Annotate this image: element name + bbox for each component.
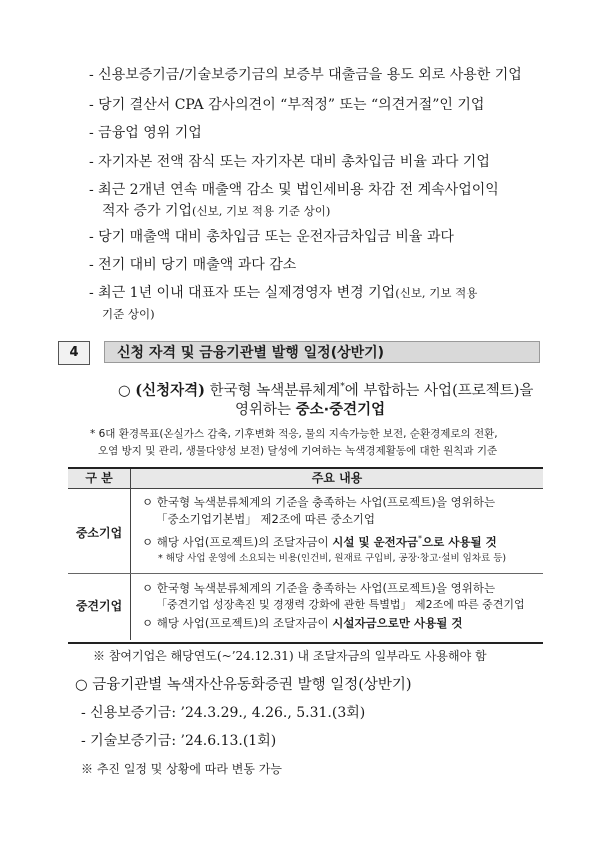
bullet-8 (89, 284, 477, 302)
bullet-5-note: (신보, 기보 적용 기준 상이) (192, 204, 331, 218)
bullet-5-cont (102, 202, 330, 220)
bullet-5: - 최근 2개년 연속 매출액 감소 및 법인세비용 차감 전 계속사업이익 (89, 182, 499, 198)
section-title: 신청 자격 및 금융기관별 발행 일정(상반기) (104, 341, 540, 363)
midsize-line3-b: 시설자금으로만 사용될 것 (332, 616, 463, 630)
sme-line3 (142, 531, 497, 550)
eligibility-line2 (235, 401, 385, 419)
eligibility-bold: 중소·중견기업 (295, 402, 386, 418)
eligibility-sup: * (340, 382, 345, 392)
eligibility-text2: 에 부합하는 사업(프로젝트)을 (344, 382, 534, 399)
bullet-8-cont: 기준 상이) (102, 307, 155, 321)
row-label-midsize: 중견기업 (75, 599, 123, 613)
table-header-category: 구 분 (85, 471, 113, 485)
sme-line3-a: ㅇ 해당 사업(프로젝트)의 조달자금이 (142, 534, 333, 549)
bullet-7: - 전기 대비 당기 매출액 과다 감소 (89, 257, 297, 273)
table-row-divider (68, 573, 543, 574)
table-header-content: 주요 내용 (311, 471, 363, 485)
section-number: 4 (58, 341, 90, 365)
eligibility-line1 (118, 378, 533, 400)
bullet-5-line2: 적자 증가 기업 (102, 203, 193, 219)
bullet-8-line1: - 최근 1년 이내 대표자 또는 실제경영자 변경 기업 (89, 285, 396, 301)
schedule-item-2: - 기술보증기금: ’24.6.13.(1회) (81, 733, 277, 749)
sme-line3-sup: * (418, 534, 423, 543)
table-note: ※ 참여기업은 해당연도(~’24.12.31) 내 조달자금의 일부라도 사용해야 함 (93, 649, 487, 663)
eligibility-text1: 한국형 녹색분류체계 (209, 382, 341, 399)
sme-line3-b: 시설 및 운전자금 (332, 534, 419, 549)
sme-line3-c: 으로 사용될 것 (422, 534, 497, 549)
midsize-line2: 「중견기업 성장촉진 및 경쟁력 강화에 관한 특별법」 제2조에 따른 중견기업 (156, 598, 525, 611)
schedule-note: ※ 추진 일정 및 상황에 따라 변동 가능 (81, 762, 282, 776)
eligibility-footnote-2: 오염 방지 및 관리, 생물다양성 보전) 달성에 기여하는 녹색경제활동에 대한 원칙과 기준 (98, 445, 498, 457)
midsize-line1: ㅇ 한국형 녹색분류체계의 기준을 충족하는 사업(프로젝트)을 영위하는 (142, 581, 496, 595)
bullet-3: - 금융업 영위 기업 (89, 125, 202, 141)
midsize-line3-a: ㅇ 해당 사업(프로젝트)의 조달자금이 (142, 616, 333, 630)
sme-note: * 해당 사업 운영에 소요되는 비용(인건비, 원재료 구입비, 공장·창고·설비 임차료 등) (158, 553, 507, 564)
midsize-line3 (142, 615, 462, 631)
sme-line2: 「중소기업기본법」 제2조에 따른 중소기업 (156, 512, 376, 526)
schedule-item-1: - 신용보증기금: ’24.3.29., 4.26., 5.31.(3회) (81, 705, 366, 721)
row-label-sme: 중소기업 (75, 526, 123, 540)
bullet-4: - 자기자본 전액 잠식 또는 자기자본 대비 총차입금 비율 과다 기업 (89, 154, 490, 170)
eligibility-footnote-1: * 6대 환경목표(온실가스 감축, 기후변화 적응, 물의 지속가능한 보전, 순환경제로의 전환, (90, 428, 498, 440)
bullet-2: - 당기 결산서 CPA 감사의견이 “부적정” 또는 “의견거절”인 기업 (89, 97, 485, 113)
circle-marker: ○ (118, 382, 131, 399)
eligibility-label: (신청자격) (135, 381, 206, 399)
sme-line1: ㅇ 한국형 녹색분류체계의 기준을 충족하는 사업(프로젝트)을 영위하는 (142, 495, 496, 509)
bullet-6: - 당기 매출액 대비 총차입금 또는 운전자금차입금 비율 과다 (89, 229, 454, 245)
bullet-8-note: (신보, 기보 적용 (395, 286, 478, 300)
schedule-heading: ○ 금융기관별 녹색자산유동화증권 발행 일정(상반기) (75, 677, 412, 693)
eligibility-text3: 영위하는 (235, 402, 292, 418)
bullet-1: - 신용보증기금/기술보증기금의 보증부 대출금을 용도 외로 사용한 기업 (89, 67, 522, 83)
table-column-divider (130, 469, 131, 640)
